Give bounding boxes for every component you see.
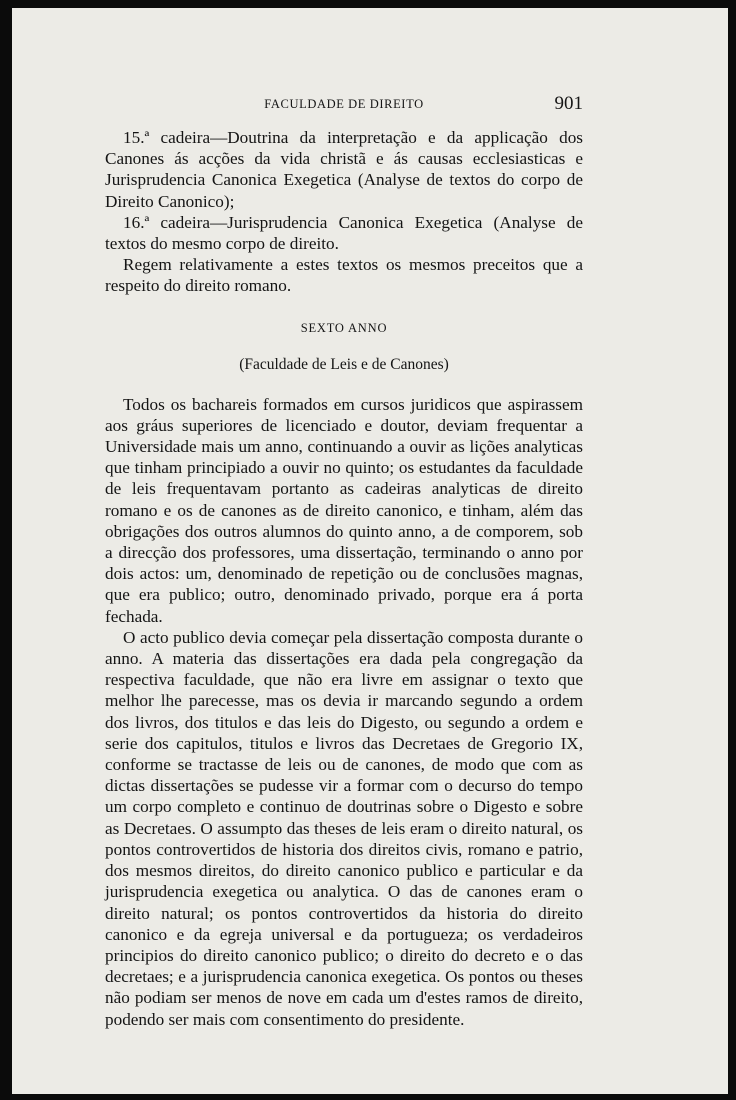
section-subtitle: (Faculdade de Leis e de Canones) bbox=[239, 355, 449, 373]
paragraph-regem: Regem relativamente a estes textos os mesmos preceitos que a respeito do direito romano. bbox=[105, 255, 583, 296]
paragraph-todos-os-bachareis: Todos os bachareis formados em cursos juridicos que aspirassem aos gráus superiores de licenciado e doutor, deviam frequentar a Universidade mais um anno, continuando a ouvir as lições analyticas que tinham principiado a ouvir no quinto; os estudantes da faculdade de leis frequentavam portanto as cadeiras analyticas de direito romano e os de canones as de direito canonico, e tinham, além das obrigações dos outros alumnos do quinto anno, a de comporem, sob a direcção dos professores, uma dissertação, terminando o anno por dois actos: um, denominado de repetição ou de conclusões magnas, que era publico; outro, denominado privado, porque era á porta fechada. bbox=[105, 394, 583, 626]
page-content bbox=[105, 93, 583, 1030]
section-title: SEXTO ANNO bbox=[300, 320, 388, 335]
page-header bbox=[105, 93, 583, 121]
running-title: FACULDADE DE DIREITO bbox=[264, 97, 424, 111]
book-page bbox=[12, 8, 728, 1094]
paragraph-cadeira-16: 16.ª cadeira—Jurisprudencia Canonica Exegetica (Analyse de textos do mesmo corpo de direito. bbox=[105, 212, 583, 254]
paragraph-acto-publico: O acto publico devia começar pela dissertação composta durante o anno. A materia das dissertações era dada pela congregação da respectiva faculdade, que não era livre em assignar o texto que melhor lhe parecesse, mas os devia ir marcando segundo a ordem dos livros, dos titulos e das leis do Digesto, ou segundo a ordem e serie dos capitulos, titulos e livros das Decretaes de Gregorio IX, conforme se tractasse de leis ou de canones, de modo que com as dictas dissertações se pudesse vir a formar com o decurso do tempo um corpo completo e continuo de doutrinas sobre o Digesto e sobre as Decretaes. O assumpto das theses de leis eram o direito natural, os pontos controvertidos de historia dos direitos civis, romano e patrio, dos mesmos direitos, do direito canonico publico e particular e da jurisprudencia exegetica ou analytica. O das de canones eram o direito natural; os pontos controvertidos da historia do direito canonico e da egreja universal e da portugueza; os verdadeiros principios do direito canonico publico; o direito do decreto e o das decretaes; e a jurisprudencia canonica exegetica. Os pontos ou theses não podiam ser menos de nove em cada um d'estes ramos de direito, podendo ser mais com consentimento do presidente. bbox=[105, 627, 583, 1029]
paragraph-cadeira-15: 15.ª cadeira—Doutrina da interpretação e da applicação dos Canones ás acções da vida christã e ás causas ecclesiasticas e Jurisprudencia Canonica Exegetica (Analyse de textos do corpo de Direito Canonico); bbox=[105, 128, 583, 211]
page-number: 901 bbox=[554, 93, 583, 114]
